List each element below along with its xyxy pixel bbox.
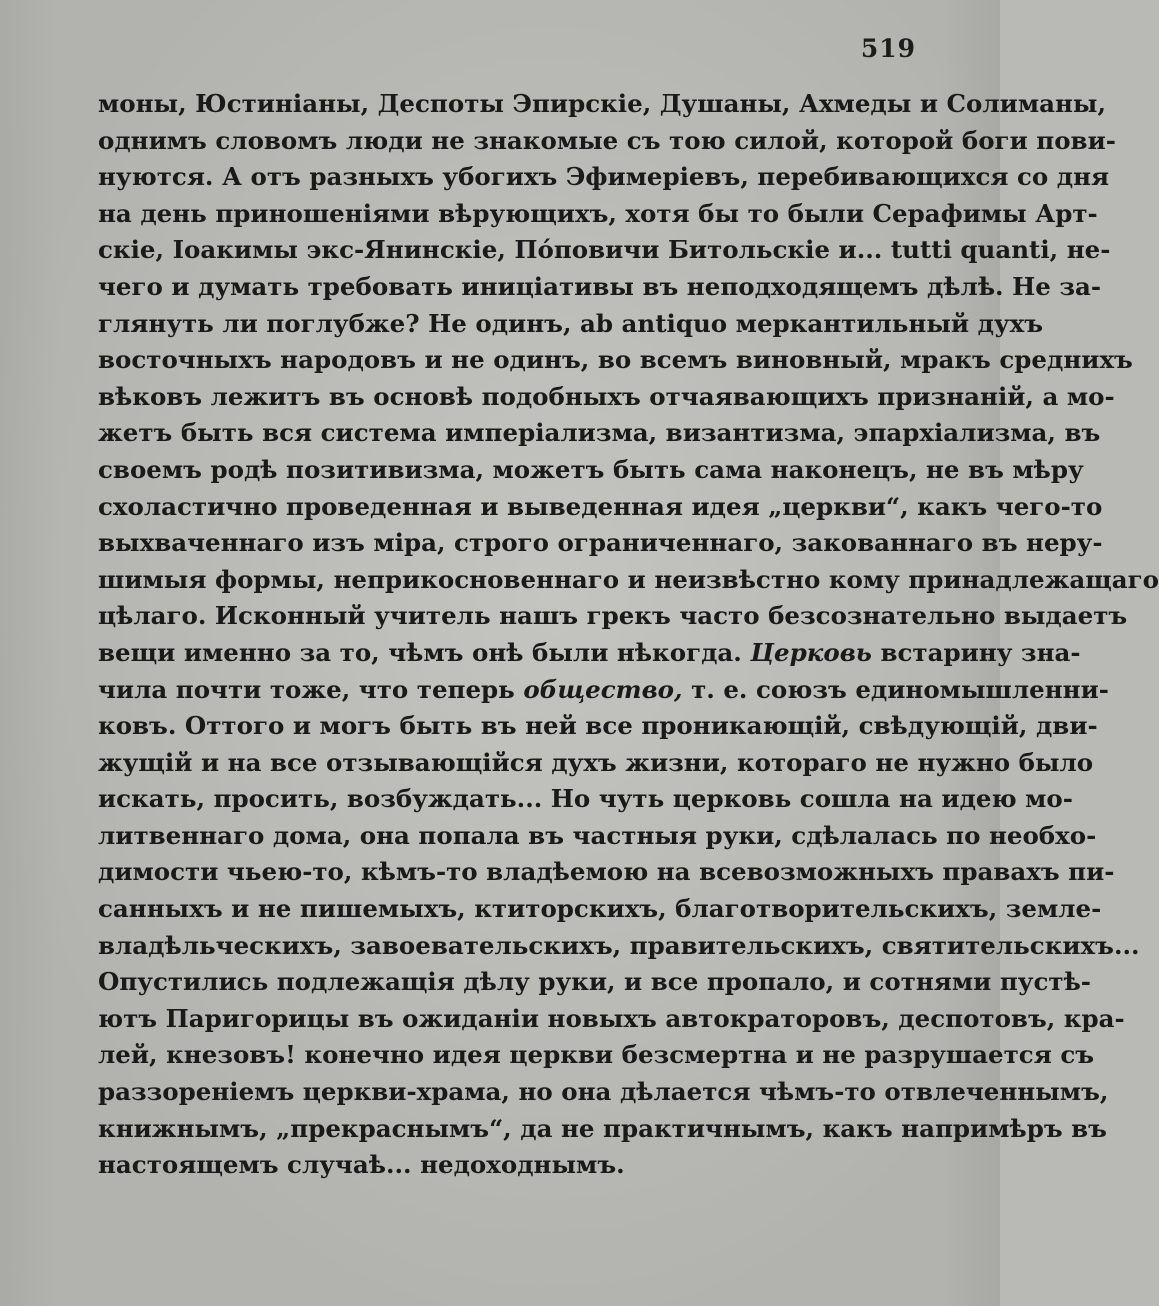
text-line-mixed xyxy=(98,672,1109,709)
text-line-mixed xyxy=(98,635,1081,672)
text-segment: вещи именно за то, чѣмъ онѣ были нѣкогда. xyxy=(98,637,742,667)
text-line: однимъ словомъ люди не знакомые съ тою силой, которой боги пови- xyxy=(98,125,1116,155)
text-segment: чила почти тоже, что теперь xyxy=(98,674,515,704)
text-line: цѣлаго. Исконный учитель нашъ грекъ часто безсознательно выдаетъ xyxy=(98,601,1128,631)
text-line: раззореніемъ церкви-храма, но она дѣлается чѣмъ-то отвлеченнымъ, xyxy=(98,1077,1109,1107)
text-line: владѣльческихъ, завоевательскихъ, правительскихъ, святительскихъ... xyxy=(98,930,1140,960)
text-line-last: настоящемъ случаѣ... недоходнымъ. xyxy=(98,1150,625,1180)
text-line: схоластично проведенная и выведенная идея „церкви“, какъ чего-то xyxy=(98,491,1103,521)
italic-word: общество, xyxy=(523,674,683,704)
text-line: Опустились подлежащія дѣлу руки, и все пропало, и сотнями пустѣ- xyxy=(98,967,1091,997)
text-line: глянуть ли поглубже? Не одинъ, ab antiquo меркантильный духъ xyxy=(98,308,1044,338)
text-line: ютъ Паригорицы въ ожиданіи новыхъ автократоровъ, деспотовъ, кра- xyxy=(98,1003,1125,1033)
text-line: скіе, Іоакимы экс-Янинскіе, Пóповичи Битольскіе и... tutti quanti, не- xyxy=(98,235,1111,265)
text-line: шимыя формы, неприкосновеннаго и неизвѣстно кому принадлежащаго xyxy=(98,564,1159,594)
text-line: жетъ быть вся система имперіализма, византизма, эпархіализма, въ xyxy=(98,418,1101,448)
text-line: книжнымъ, „прекраснымъ“, да не практичнымъ, какъ напримѣръ въ xyxy=(98,1113,1107,1143)
text-segment: т. е. союзъ единомышленни- xyxy=(691,674,1109,704)
text-line: ковъ. Оттого и могъ быть въ ней все проникающій, свѣдующій, дви- xyxy=(98,711,1098,741)
text-line: димости чьею-то, кѣмъ-то владѣемою на всевозможныхъ правахъ пи- xyxy=(98,857,1115,887)
text-line: санныхъ и не пишемыхъ, ктиторскихъ, благотворительскихъ, земле- xyxy=(98,894,1102,924)
text-line: нуются. А отъ разныхъ убогихъ Эфимеріевъ, перебивающихся со дня xyxy=(98,162,1110,192)
text-line: чего и думать требовать иниціативы въ неподходящемъ дѣлѣ. Не за- xyxy=(98,271,1102,301)
italic-word: Церковь xyxy=(750,637,872,667)
text-line: восточныхъ народовъ и не одинъ, во всемъ виновный, мракъ среднихъ xyxy=(98,345,1133,375)
text-line: вѣковъ лежитъ въ основѣ подобныхъ отчаявающихъ признаній, а мо- xyxy=(98,381,1115,411)
text-line: лей, кнезовъ! конечно идея церкви безсмертна и не разрушается съ xyxy=(98,1040,1095,1070)
page-number: 519 xyxy=(860,34,916,63)
text-segment: встарину зна- xyxy=(880,637,1081,667)
text-line: искать, просить, возбуждать... Но чуть церковь сошла на идею мо- xyxy=(98,784,1073,814)
text-line: выхваченнаго изъ міра, строго ограниченнаго, закованнаго въ неру- xyxy=(98,528,1103,558)
text-line: жущій и на все отзывающійся духъ жизни, котораго не нужно было xyxy=(98,747,1094,777)
body-text xyxy=(98,86,1159,1184)
text-line: литвеннаго дома, она попала въ частныя руки, сдѣлалась по необхо- xyxy=(98,820,1097,850)
text-line: своемъ родѣ позитивизма, можетъ быть сама наконецъ, не въ мѣру xyxy=(98,454,1084,484)
text-line: на день приношеніями вѣрующихъ, хотя бы то были Серафимы Арт- xyxy=(98,198,1098,228)
text-line: моны, Юстиніаны, Деспоты Эпирскіе, Душаны, Ахмеды и Солиманы, xyxy=(98,89,1107,118)
